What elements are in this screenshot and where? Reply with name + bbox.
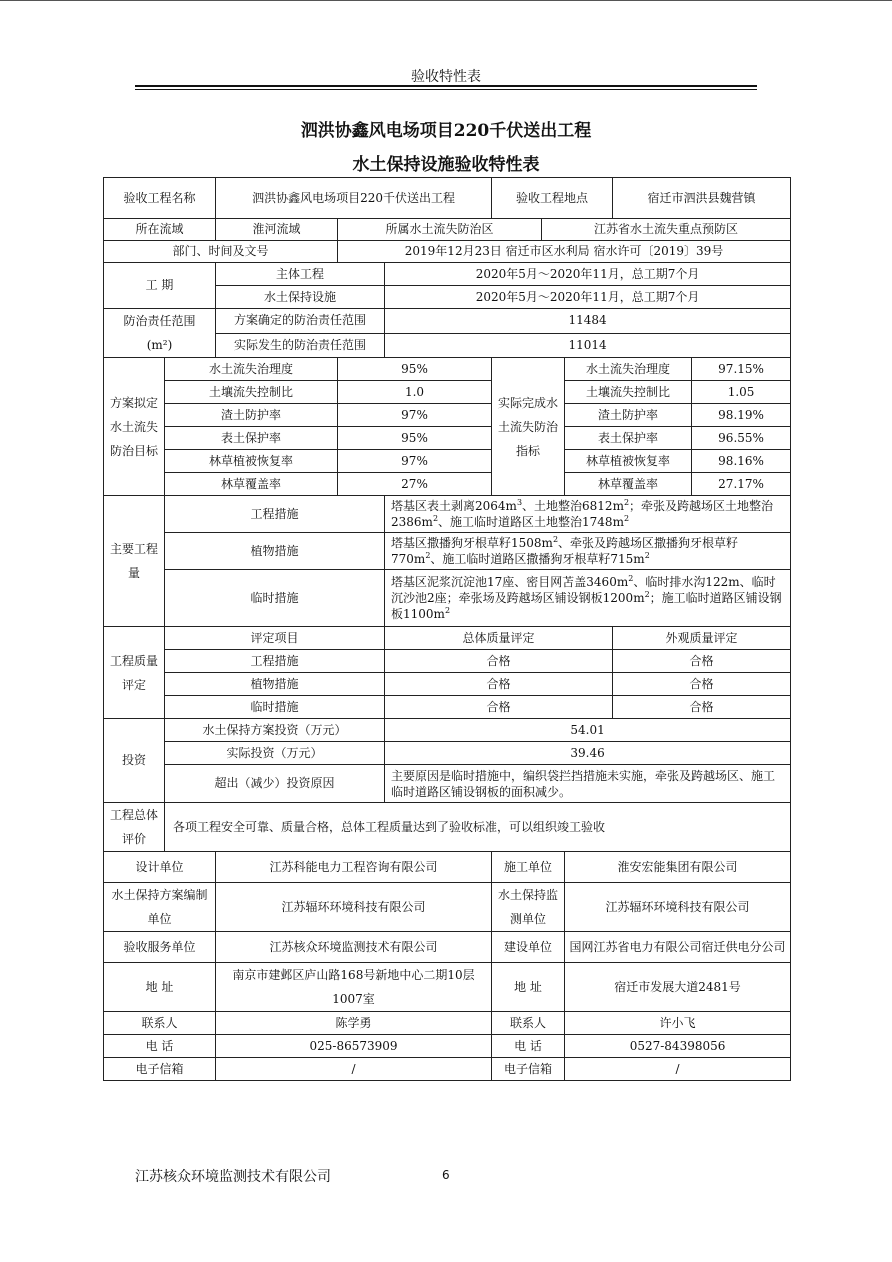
service-unit-label: 验收服务单位 bbox=[104, 932, 216, 963]
design-unit-label: 设计单位 bbox=[104, 852, 216, 883]
target-actual-name: 土壤流失控制比 bbox=[565, 381, 692, 404]
investment-actual-label: 实际投资（万元） bbox=[165, 742, 385, 765]
investment-reason-label: 超出（减少）投资原因 bbox=[165, 765, 385, 803]
target-actual-value: 27.17% bbox=[692, 473, 791, 496]
row-evaluation bbox=[104, 803, 791, 852]
target-plan-value: 97% bbox=[338, 404, 492, 427]
owner-unit-value: 国网江苏省电力有限公司宿迁供电分公司 bbox=[565, 932, 791, 963]
row-investment-reason bbox=[104, 765, 791, 803]
target-actual-name: 林草覆盖率 bbox=[565, 473, 692, 496]
row-approval bbox=[104, 241, 791, 263]
row-email bbox=[104, 1058, 791, 1081]
design-unit-value: 江苏科能电力工程咨询有限公司 bbox=[216, 852, 492, 883]
schedule-main-value: 2020年5月～2020年11月，总工期7个月 bbox=[385, 263, 791, 286]
project-name-value: 泗洪协鑫风电场项目220千伏送出工程 bbox=[216, 178, 492, 219]
address-value-right: 宿迁市发展大道2481号 bbox=[565, 963, 791, 1012]
target-plan-value: 27% bbox=[338, 473, 492, 496]
email-label-right: 电子信箱 bbox=[492, 1058, 565, 1081]
target-actual-value: 1.05 bbox=[692, 381, 791, 404]
row-target bbox=[104, 404, 791, 427]
quality-appearance-header: 外观质量评定 bbox=[613, 627, 791, 650]
quality-overall: 合格 bbox=[385, 673, 613, 696]
email-value-left: / bbox=[216, 1058, 492, 1081]
document-title: 泗洪协鑫风电场项目220千伏送出工程 bbox=[300, 121, 592, 141]
quality-item: 工程措施 bbox=[165, 650, 385, 673]
investment-actual-value: 39.46 bbox=[385, 742, 791, 765]
target-actual-name: 渣土防护率 bbox=[565, 404, 692, 427]
quality-item: 临时措施 bbox=[165, 696, 385, 719]
owner-unit-label: 建设单位 bbox=[492, 932, 565, 963]
scope-actual-value: 11014 bbox=[385, 333, 791, 358]
phone-value-left: 025-86573909 bbox=[216, 1035, 492, 1058]
row-target bbox=[104, 473, 791, 496]
quality-item: 植物措施 bbox=[165, 673, 385, 696]
scope-planned-value: 11484 bbox=[385, 309, 791, 334]
evaluation-value: 各项工程安全可靠、质量合格，总体工程质量达到了验收标准，可以组织竣工验收 bbox=[165, 803, 791, 852]
phone-value-right: 0527-84398056 bbox=[565, 1035, 791, 1058]
row-target bbox=[104, 450, 791, 473]
target-actual-name: 林草植被恢复率 bbox=[565, 450, 692, 473]
basin-value: 淮河流域 bbox=[216, 219, 338, 241]
page-number: 6 bbox=[442, 1168, 450, 1182]
row-design-unit bbox=[104, 852, 791, 883]
project-location-label: 验收工程地点 bbox=[492, 178, 613, 219]
temporary-measures-value: 塔基区泥浆沉淀池17座、密目网苫盖$3460m^2$、临时排水沟122m、临时沉沙池2座；牵张场及跨越场区铺设钢板$1200m^2$；施工临时道路区铺设钢板$1100m^2$ bbox=[385, 570, 791, 627]
target-actual-name: 表土保护率 bbox=[565, 427, 692, 450]
project-name-label: 验收工程名称 bbox=[104, 178, 216, 219]
temporary-measures-label: 临时措施 bbox=[165, 570, 385, 627]
document-subtitle: 水土保持设施验收特性表 bbox=[352, 155, 540, 175]
row-basin bbox=[104, 219, 791, 241]
row-scope-planned bbox=[104, 309, 791, 334]
service-unit-value: 江苏核众环境监测技术有限公司 bbox=[216, 932, 492, 963]
acceptance-characteristics-table bbox=[103, 177, 791, 1081]
evaluation-label: 工程总体评价 bbox=[104, 803, 165, 852]
row-project-name bbox=[104, 178, 791, 219]
schedule-main-label: 主体工程 bbox=[216, 263, 385, 286]
address-value-left: 南京市建邺区庐山路168号新地中心二期10层1007室 bbox=[216, 963, 492, 1012]
scope-label bbox=[104, 309, 216, 358]
quality-overall: 合格 bbox=[385, 650, 613, 673]
quality-appearance: 合格 bbox=[613, 673, 791, 696]
row-temporary-measures bbox=[104, 570, 791, 627]
target-actual-value: 98.16% bbox=[692, 450, 791, 473]
quality-appearance: 合格 bbox=[613, 650, 791, 673]
investment-reason-value: 主要原因是临时措施中，编织袋拦挡措施未实施，牵张及跨越场区、施工临时道路区铺设钢板的面积减少。 bbox=[385, 765, 791, 803]
row-address bbox=[104, 963, 791, 1012]
row-quality-header bbox=[104, 627, 791, 650]
approval-value: 2019年12月23日 宿迁市区水利局 宿水许可〔2019〕39号 bbox=[338, 241, 791, 263]
header-rule-thick bbox=[135, 85, 757, 87]
target-plan-value: 95% bbox=[338, 427, 492, 450]
row-engineering-measures bbox=[104, 496, 791, 533]
row-target bbox=[104, 358, 791, 381]
scope-label-unit: (m²) bbox=[146, 338, 173, 352]
actual-target-label: 实际完成水土流失防治指标 bbox=[492, 358, 565, 496]
investment-plan-label: 水土保持方案投资（万元） bbox=[165, 719, 385, 742]
contact-label-left: 联系人 bbox=[104, 1012, 216, 1035]
scope-label-text: 防治责任范围 bbox=[123, 314, 196, 328]
address-label-right: 地 址 bbox=[492, 963, 565, 1012]
scope-planned-label: 方案确定的防治责任范围 bbox=[216, 309, 385, 334]
scope-actual-label: 实际发生的防治责任范围 bbox=[216, 333, 385, 358]
monitor-unit-label: 水土保持监测单位 bbox=[492, 883, 565, 932]
plant-measures-value: 塔基区撒播狗牙根草籽$1508m^2$、牵张及跨越场区撒播狗牙根草籽$770m^2$、施工临时道路区撒播狗牙根草籽$715m^2$ bbox=[385, 533, 791, 570]
quality-label: 工程质量评定 bbox=[104, 627, 165, 719]
target-name: 表土保护率 bbox=[165, 427, 338, 450]
engineering-measures-value: 塔基区表土剥离$2064m^3$、土地整治$6812m^2$；牵张及跨越场区土地整治$2386m^2$、施工临时道路区土地整治$1748m^2$ bbox=[385, 496, 791, 533]
target-plan-value: 97% bbox=[338, 450, 492, 473]
target-name: 水土流失治理度 bbox=[165, 358, 338, 381]
schedule-label: 工 期 bbox=[104, 263, 216, 309]
row-investment-plan bbox=[104, 719, 791, 742]
contact-label-right: 联系人 bbox=[492, 1012, 565, 1035]
construct-unit-value: 淮安宏能集团有限公司 bbox=[565, 852, 791, 883]
row-schedule-main bbox=[104, 263, 791, 286]
email-label-left: 电子信箱 bbox=[104, 1058, 216, 1081]
contact-value-left: 陈学勇 bbox=[216, 1012, 492, 1035]
basin-label: 所在流域 bbox=[104, 219, 216, 241]
target-name: 林草植被恢复率 bbox=[165, 450, 338, 473]
page-top-border bbox=[0, 0, 892, 1]
engineering-measures-label: 工程措施 bbox=[165, 496, 385, 533]
quality-overall: 合格 bbox=[385, 696, 613, 719]
target-actual-value: 96.55% bbox=[692, 427, 791, 450]
email-value-right: / bbox=[565, 1058, 791, 1081]
quality-appearance: 合格 bbox=[613, 696, 791, 719]
running-header: 验收特性表 bbox=[411, 69, 481, 85]
header-rule-thin bbox=[135, 89, 757, 90]
target-actual-value: 98.19% bbox=[692, 404, 791, 427]
target-name: 土壤流失控制比 bbox=[165, 381, 338, 404]
target-name: 渣土防护率 bbox=[165, 404, 338, 427]
quantities-label: 主要工程量 bbox=[104, 496, 165, 627]
quality-item-header: 评定项目 bbox=[165, 627, 385, 650]
investment-label: 投资 bbox=[104, 719, 165, 803]
zone-label: 所属水土流失防治区 bbox=[338, 219, 542, 241]
address-label-left: 地 址 bbox=[104, 963, 216, 1012]
target-plan-value: 95% bbox=[338, 358, 492, 381]
row-phone bbox=[104, 1035, 791, 1058]
footer-company: 江苏核众环境监测技术有限公司 bbox=[135, 1169, 331, 1185]
construct-unit-label: 施工单位 bbox=[492, 852, 565, 883]
plant-measures-label: 植物措施 bbox=[165, 533, 385, 570]
approval-label: 部门、时间及文号 bbox=[104, 241, 338, 263]
phone-label-right: 电 话 bbox=[492, 1035, 565, 1058]
row-quality bbox=[104, 650, 791, 673]
row-plant-measures bbox=[104, 533, 791, 570]
row-contact bbox=[104, 1012, 791, 1035]
target-name: 林草覆盖率 bbox=[165, 473, 338, 496]
row-service-unit bbox=[104, 932, 791, 963]
plan-unit-label: 水土保持方案编制单位 bbox=[104, 883, 216, 932]
target-actual-value: 97.15% bbox=[692, 358, 791, 381]
plan-target-label: 方案拟定水土流失防治目标 bbox=[104, 358, 165, 496]
schedule-soil-label: 水土保持设施 bbox=[216, 286, 385, 309]
project-location-value: 宿迁市泗洪县魏营镇 bbox=[613, 178, 791, 219]
target-plan-value: 1.0 bbox=[338, 381, 492, 404]
row-target bbox=[104, 427, 791, 450]
plan-unit-value: 江苏辐环环境科技有限公司 bbox=[216, 883, 492, 932]
phone-label-left: 电 话 bbox=[104, 1035, 216, 1058]
row-plan-unit bbox=[104, 883, 791, 932]
monitor-unit-value: 江苏辐环环境科技有限公司 bbox=[565, 883, 791, 932]
target-actual-name: 水土流失治理度 bbox=[565, 358, 692, 381]
investment-plan-value: 54.01 bbox=[385, 719, 791, 742]
quality-overall-header: 总体质量评定 bbox=[385, 627, 613, 650]
row-quality bbox=[104, 696, 791, 719]
schedule-soil-value: 2020年5月～2020年11月，总工期7个月 bbox=[385, 286, 791, 309]
row-investment-actual bbox=[104, 742, 791, 765]
contact-value-right: 许小飞 bbox=[565, 1012, 791, 1035]
row-target bbox=[104, 381, 791, 404]
zone-value: 江苏省水土流失重点预防区 bbox=[542, 219, 791, 241]
row-quality bbox=[104, 673, 791, 696]
